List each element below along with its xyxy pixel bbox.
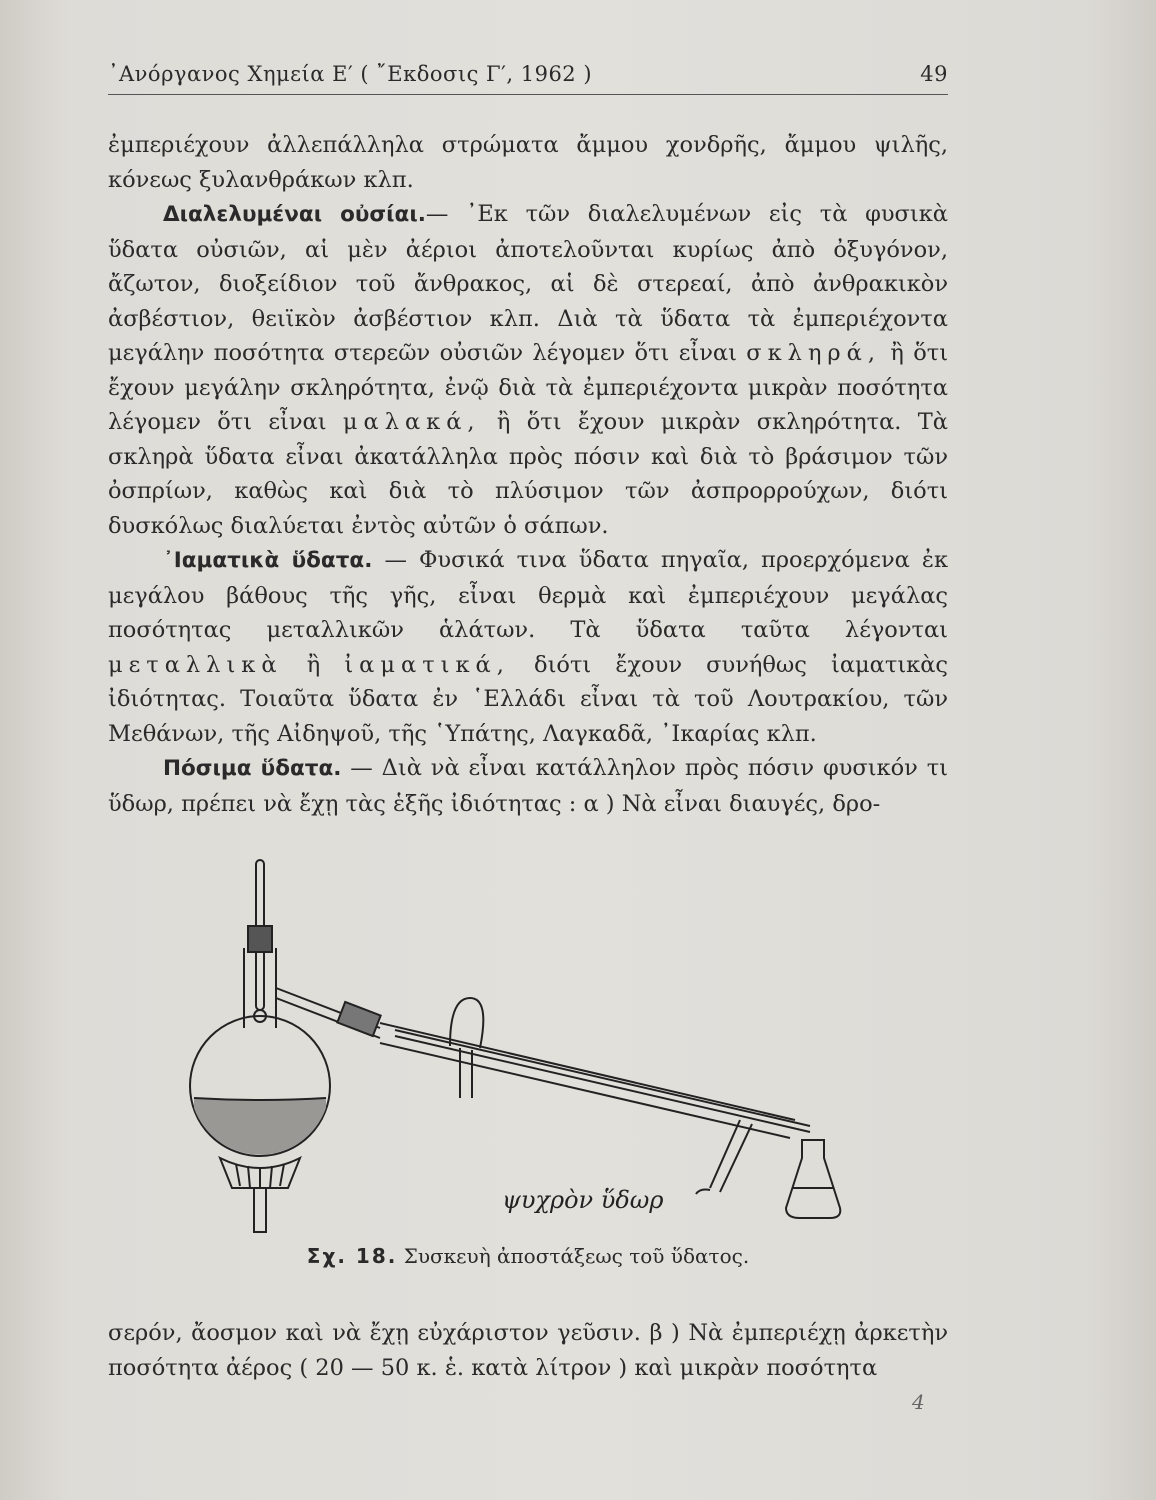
paragraph-text: ἢ ὅτι ἔχουν μεγάλην σκληρότητα, ἐνῷ διὰ τὰ ἐμπεριέχοντα μικρὰν ποσότητα λέγομεν ὅτι εἶναι (108, 340, 949, 435)
stopper (248, 926, 272, 952)
section-heading: Διαλελυμέναι οὐσίαι. (163, 202, 426, 227)
distillation-figure (180, 858, 900, 1238)
paragraph-text: ἐμπεριέχουν ἀλλεπάλληλα στρώματα ἄμμου χονδρῆς, ἄμμου ψιλῆς, κόνεως ξυλανθράκων κλπ. (108, 132, 948, 193)
paragraph-text: ἢ ὅτι ἔχουν μικρὰν σκληρότητα. Τὰ σκληρὰ ὕδατα εἶναι ἀκατάλληλα πρὸς πόσιν καὶ διὰ τὸ βράσιμον τῶν ὀσπρίων, καθὼς καὶ διὰ τὸ πλύσιμον τῶν ἀσπρορρούχων, διότι δυσκόλως διαλύεται ἐντὸς αὐτῶν ὁ σάπων. (108, 409, 948, 539)
paragraph-dissolved-substances (108, 197, 948, 543)
continuation-text (108, 1316, 948, 1385)
burner-stem (254, 1188, 266, 1232)
caption-number: Σχ. 18. (306, 1244, 398, 1268)
emphasis-word: μεταλλικὰ (108, 651, 283, 678)
cold-water-label: ψυχρὸν ὕδωρ (502, 1186, 664, 1214)
page-header (108, 58, 948, 95)
distillation-apparatus-drawing (180, 858, 900, 1238)
emphasis-word: μαλακά, (342, 409, 481, 435)
page-number: 49 (920, 62, 948, 86)
main-text (108, 128, 948, 821)
condenser-tube (395, 1030, 810, 1132)
signature-mark: 4 (912, 1390, 925, 1414)
receiving-flask (786, 1140, 840, 1218)
paragraph (108, 128, 948, 197)
paragraph-drinking-water (108, 751, 948, 821)
paragraph: σερόν, ἄοσμον καὶ νὰ ἔχῃ εὐχάριστον γεῦσιν. β ) Νὰ ἐμπεριέχῃ ἀρκετὴν ποσότητα ἀέρος ( 20 — 50 κ. ἑ. κατὰ λίτρον ) καὶ μικρὰν ποσότητα (108, 1320, 948, 1381)
paragraph-text: — Φυσικά τινα ὕδατα πηγαῖα, προερχόμενα ἐκ μεγάλου βάθους τῆς γῆς, εἶναι θερμὰ καὶ ἐμπεριέχουν μεγάλας ποσότητας μεταλλικῶν ἁλάτων. Τὰ ὕδατα ταῦτα λέγονται (108, 547, 949, 643)
section-heading: Πόσιμα ὕδατα. (163, 756, 342, 781)
running-title: ᾿Ανόργανος Χημεία Ε′ ( ῎Εκδοσις Γ′, 1962 ) (108, 62, 593, 86)
section-heading: ᾿Ιαματικὰ ὕδατα. (163, 548, 373, 573)
paragraph-text: — Διὰ νὰ εἶναι κατάλληλον πρὸς πόσιν φυσικόν τι ὕδωρ, πρέπει νὰ ἔχῃ τὰς ἑξῆς ἰδιότητας : α ) Νὰ εἶναι διαυγές, δρο- (108, 755, 948, 817)
emphasis-word: ἰαματικά, (344, 651, 510, 678)
figure-caption (108, 1244, 948, 1268)
caption-text: Συσκευὴ ἀποστάξεως τοῦ ὕδατος. (403, 1244, 750, 1268)
connector (337, 1002, 380, 1036)
emphasis-word: σκληρά, (746, 340, 882, 366)
paragraph-mineral-waters (108, 543, 948, 751)
paragraph-text: διότι ἔχουν συνήθως ἰαματικὰς ἰδιότητας. Τοιαῦτα ὕδατα ἐν ῾Ελλάδι εἶναι τὰ τοῦ Λουτρακίου, τῶν Μεθάνων, τῆς Αἰδηψοῦ, τῆς ῾Υπάτης, Λαγκαδᾶ, ᾿Ικαρίας κλπ. (108, 651, 948, 747)
water-inlet-tube (710, 1120, 752, 1192)
paragraph-text: — ᾿Εκ τῶν διαλελυμένων εἰς τὰ φυσικὰ ὕδατα οὐσιῶν, αἱ μὲν ἀέριοι ἀποτελοῦνται κυρίως ἀπὸ ὀξυγόνον, ἄζωτον, διοξείδιον τοῦ ἄνθρακος, αἱ δὲ στερεαί, ἀπὸ ἀνθρακικὸν ἀσβέστιον, θειϊκὸν ἀσβέστιον κλπ. Διὰ τὰ ὕδατα τὰ ἐμπεριέχοντα μεγάλην ποσότητα στερεῶν οὐσιῶν λέγομεν ὅτι εἶναι (108, 201, 948, 366)
paragraph-text: ἢ (306, 651, 321, 678)
flask-liquid (194, 1098, 326, 1155)
